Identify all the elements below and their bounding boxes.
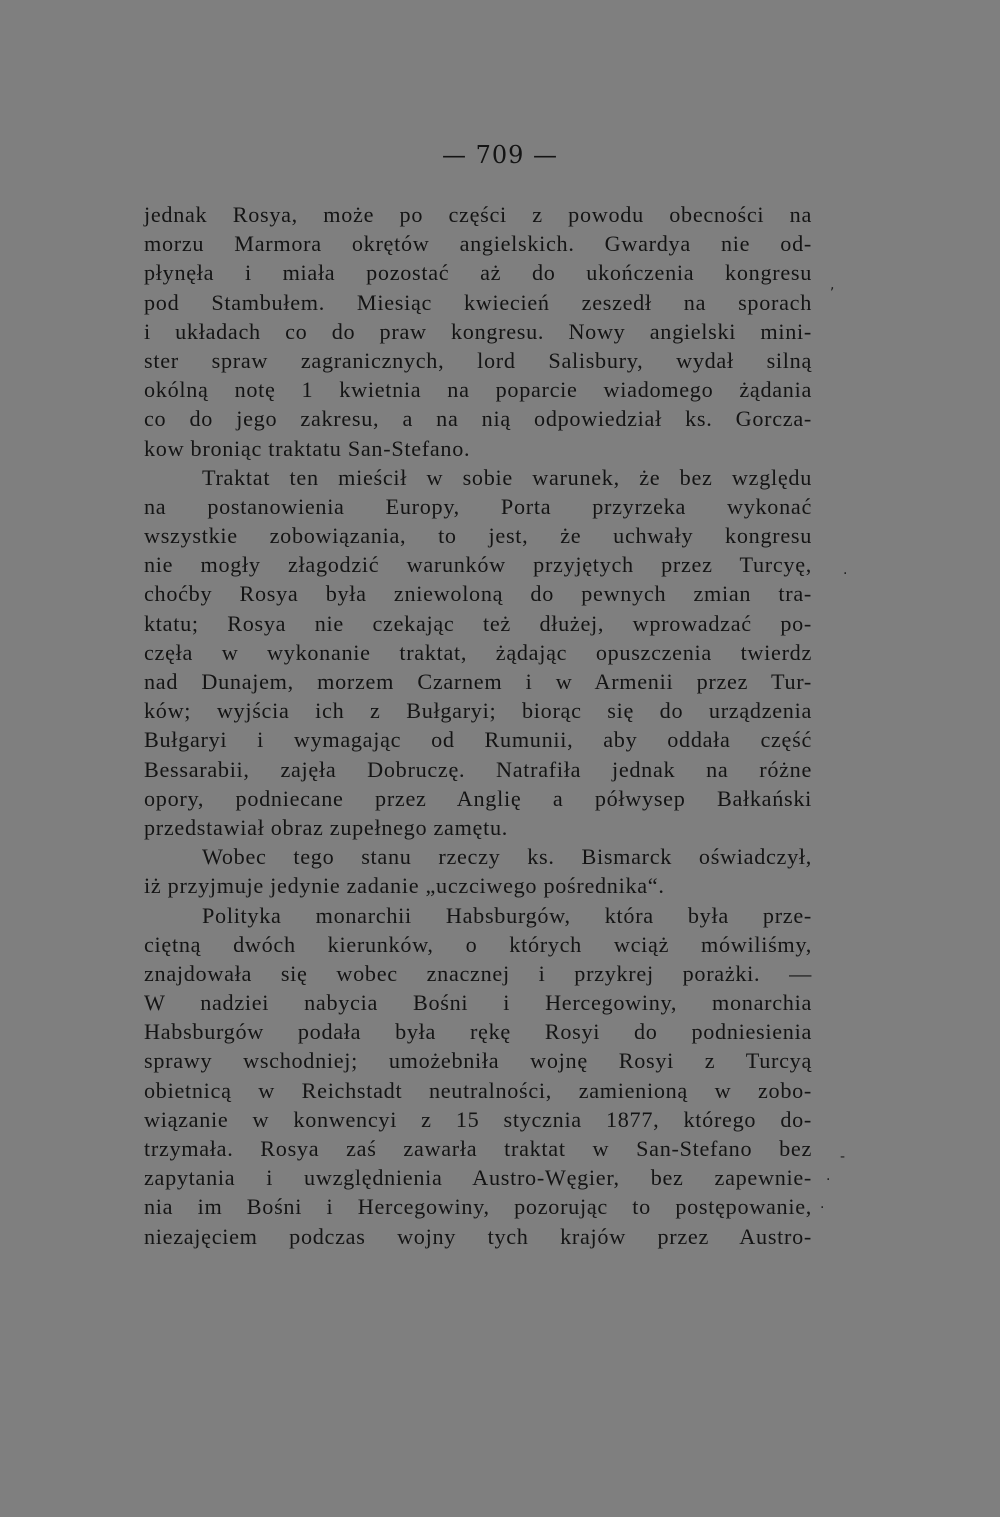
text-line: zapytania i uwzględnienia Austro-Węgier, bez zapewnie- bbox=[144, 1165, 812, 1191]
text-line: trzymała. Rosya zaś zawarła traktat w San-Stefano bez bbox=[144, 1136, 812, 1161]
text-line: częła w wykonanie traktat, żądając opuszczenia twierdz bbox=[144, 639, 812, 665]
text-line: znajdowała się wobec znacznej i przykrej porażki. — bbox=[144, 960, 812, 986]
text-line: W nadziei nabycia Bośni i Hercegowiny, monarchia bbox=[144, 990, 812, 1016]
text-line: morzu Marmora okrętów angielskich. Gwardya nie od- bbox=[144, 231, 812, 257]
text-line: opory, podniecane przez Anglię a półwysep Bałkański bbox=[144, 785, 812, 811]
text-line: przedstawiał obraz zupełnego zamętu. bbox=[144, 814, 509, 840]
text-line: Wobec tego stanu rzeczy ks. Bismarck oświadczył, bbox=[202, 844, 812, 870]
text-line: ster spraw zagranicznych, lord Salisbury, wydał silną bbox=[144, 347, 812, 373]
text-line: wiązanie w konwencyi z 15 stycznia 1877, którego do- bbox=[144, 1106, 812, 1132]
text-line: nad Dunajem, morzem Czarnem i w Armenii przez Tur- bbox=[144, 669, 812, 694]
scan-speck: · bbox=[826, 1172, 831, 1188]
text-line: kow broniąc traktatu San-Stefano. bbox=[144, 435, 471, 461]
text-line: nie mogły złagodzić warunków przyjętych przez Turcyę, bbox=[144, 552, 812, 578]
paragraph bbox=[144, 842, 812, 900]
paragraph bbox=[144, 901, 812, 1251]
text-line: i układach co do praw kongresu. Nowy angielski mini- bbox=[144, 318, 812, 344]
text-line: ktatu; Rosya nie czekając też dłużej, wprowadzać po- bbox=[144, 610, 812, 636]
text-line: iż przyjmuje jedynie zadanie „uczciwego pośrednika“. bbox=[144, 873, 665, 899]
text-line: co do jego zakresu, a na nią odpowiedział ks. Gorcza- bbox=[144, 406, 812, 432]
scan-speck: - bbox=[840, 1149, 846, 1165]
text-line: płynęła i miała pozostać aż do ukończenia kongresu bbox=[144, 260, 812, 286]
text-line: obietnicą w Reichstadt neutralności, zamienioną w zobo- bbox=[144, 1077, 812, 1103]
text-line: ków; wyjścia ich z Bułgaryi; biorąc się do urządzenia bbox=[144, 698, 812, 724]
text-line: Bessarabii, zajęła Dobruczę. Natrafiła jednak na różne bbox=[144, 756, 812, 782]
paragraph bbox=[144, 463, 812, 842]
page-number: — 709 — bbox=[441, 141, 559, 169]
text-line: ciętną dwóch kierunków, o których wciąż mówiliśmy, bbox=[144, 931, 812, 957]
text-line: na postanowienia Europy, Porta przyrzeka wykonać bbox=[144, 493, 812, 519]
text-line: nia im Bośni i Hercegowiny, pozorując to postępowanie, bbox=[144, 1194, 812, 1220]
text-line: okólną notę 1 kwietnia na poparcie wiadomego żądania bbox=[144, 377, 812, 403]
body-text bbox=[144, 200, 812, 1251]
scan-speck: · bbox=[820, 1200, 825, 1216]
text-line: Bułgaryi i wymagając od Rumunii, aby oddała część bbox=[144, 727, 812, 753]
text-line: Polityka monarchii Habsburgów, która była prze- bbox=[202, 902, 812, 928]
text-line: pod Stambułem. Miesiąc kwiecień zeszedł na sporach bbox=[144, 289, 812, 315]
scan-speck: , bbox=[830, 277, 835, 293]
paragraph bbox=[144, 200, 812, 463]
text-line: sprawy wschodniej; umożebniła wojnę Rosyi z Turcyą bbox=[144, 1048, 812, 1074]
text-line: wszystkie zobowiązania, to jest, że uchwały kongresu bbox=[144, 523, 812, 549]
scan-speck: · bbox=[843, 566, 848, 582]
text-line: niezajęciem podczas wojny tych krajów przez Austro- bbox=[144, 1223, 812, 1249]
text-line: jednak Rosya, może po części z powodu obecności na bbox=[144, 202, 812, 227]
text-line: Habsburgów podała była rękę Rosyi do podniesienia bbox=[144, 1019, 812, 1045]
text-line: choćby Rosya była zniewoloną do pewnych zmian tra- bbox=[144, 581, 812, 607]
text-line: Traktat ten mieścił w sobie warunek, że bez względu bbox=[202, 464, 812, 490]
